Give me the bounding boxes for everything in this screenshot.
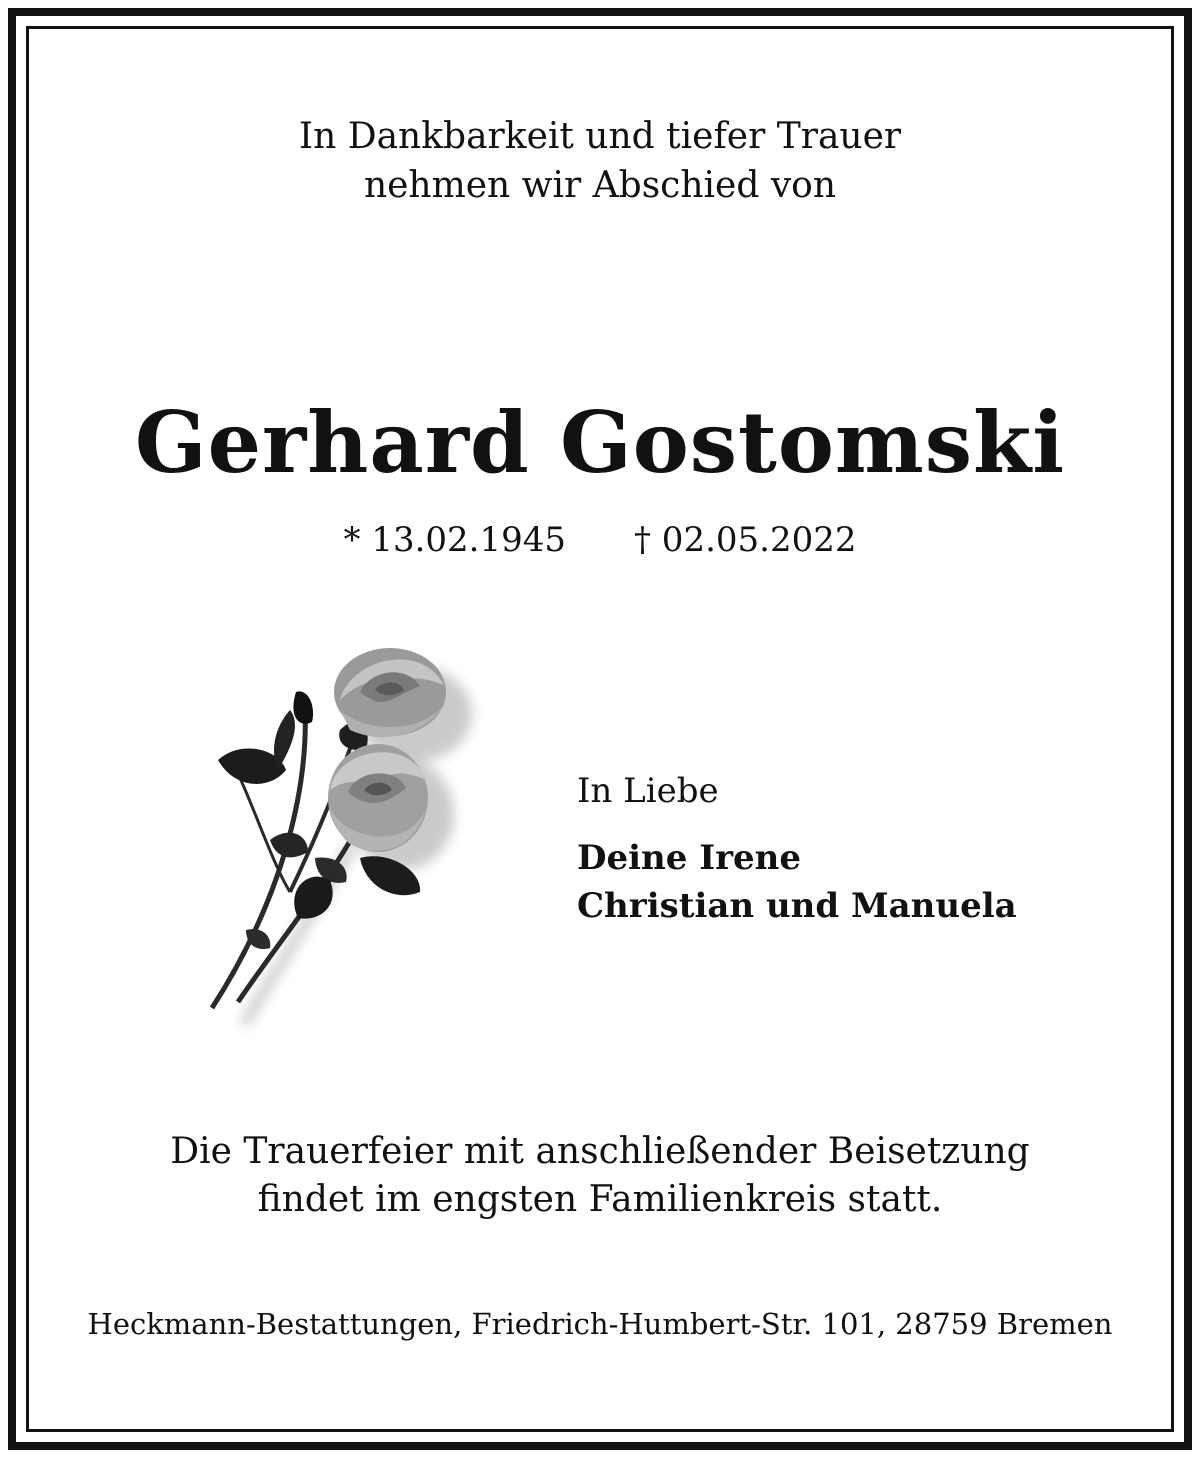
intro-line-1: In Dankbarkeit und tiefer Trauer	[298, 116, 902, 157]
mourners-block	[577, 768, 1017, 930]
deceased-name: Gerhard Gostomski	[134, 393, 1066, 492]
funeral-home-address: Heckmann-Bestattungen, Friedrich-Humbert-Str. 101, 28759 Bremen	[87, 1307, 1113, 1341]
rose-icon	[190, 630, 490, 1050]
ceremony-text	[0, 1128, 1200, 1224]
ceremony-line-1: Die Trauerfeier mit anschließender Beisetzung	[170, 1131, 1030, 1172]
signature-line-2: Christian und Manuela	[577, 886, 1017, 926]
life-dates	[0, 518, 1200, 562]
death-date: † 02.05.2022	[634, 520, 857, 560]
birth-date: * 13.02.1945	[343, 520, 566, 560]
intro-line-2: nehmen wir Abschied von	[363, 165, 837, 206]
signature-line-1: Deine Irene	[577, 838, 802, 878]
intro-text	[0, 112, 1200, 210]
in-love-text: In Liebe	[577, 771, 719, 811]
ceremony-line-2: findet im engsten Familienkreis statt.	[257, 1179, 943, 1220]
